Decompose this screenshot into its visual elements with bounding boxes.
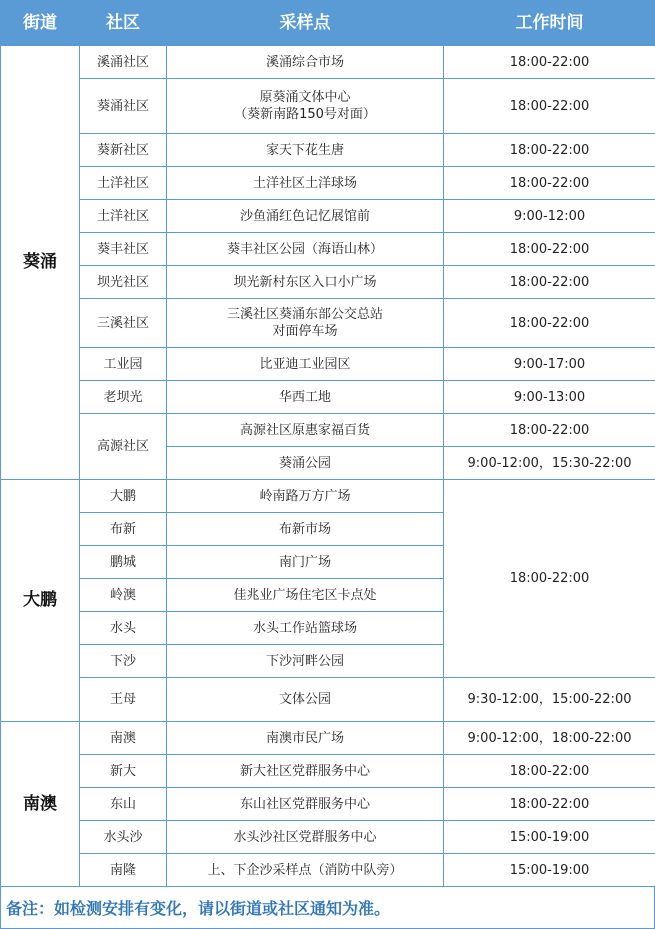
community-cell: 南澳 [80, 722, 167, 755]
header-row [1, 1, 655, 46]
site-cell: 葵涌公园 [167, 447, 444, 480]
hours-cell: 9:30-12:00，15:00-22:00 [444, 678, 655, 722]
site-cell: 下沙河畔公园 [167, 645, 444, 678]
site-line: 三溪社区葵涌东部公交总站 [226, 307, 383, 322]
site-cell: 高源社区原惠家福百货 [167, 414, 444, 447]
community-cell: 工业园 [80, 348, 167, 381]
header-site: 采样点 [167, 1, 444, 46]
community-cell: 土洋社区 [80, 167, 167, 200]
site-cell: 东山社区党群服务中心 [167, 788, 444, 821]
table-row [1, 348, 655, 381]
community-cell: 老坝光 [80, 381, 167, 414]
site-cell: 南澳市民广场 [167, 722, 444, 755]
header-street: 街道 [1, 1, 80, 46]
community-cell: 葵新社区 [80, 134, 167, 167]
community-cell: 葵丰社区 [80, 233, 167, 266]
community-cell: 大鹏 [80, 480, 167, 513]
community-cell: 水头沙 [80, 821, 167, 854]
community-cell: 下沙 [80, 645, 167, 678]
community-cell: 葵涌社区 [80, 79, 167, 134]
table-row [1, 678, 655, 722]
site-line: 对面停车场 [272, 324, 338, 339]
site-cell: 佳兆业广场住宅区卡点处 [167, 579, 444, 612]
hours-cell-shared: 18:00-22:00 [444, 480, 655, 678]
hours-cell: 18:00-22:00 [444, 167, 655, 200]
hours-cell: 18:00-22:00 [444, 788, 655, 821]
community-cell: 南隆 [80, 854, 167, 887]
hours-cell: 15:00-19:00 [444, 821, 655, 854]
hours-cell: 9:00-12:00 [444, 200, 655, 233]
table-row [1, 200, 655, 233]
table-row [1, 381, 655, 414]
footnote: 备注：如检测安排有变化，请以街道或社区通知为准。 [0, 886, 655, 929]
table-row [1, 480, 655, 513]
table-row [1, 79, 655, 134]
community-cell: 王母 [80, 678, 167, 722]
site-cell: 文体公园 [167, 678, 444, 722]
header-community: 社区 [80, 1, 167, 46]
hours-cell: 18:00-22:00 [444, 134, 655, 167]
community-cell: 布新 [80, 513, 167, 546]
table-row [1, 414, 655, 447]
hours-cell: 18:00-22:00 [444, 233, 655, 266]
site-cell: 新大社区党群服务中心 [167, 755, 444, 788]
table-row [1, 299, 655, 348]
site-cell: 坝光新村东区入口小广场 [167, 266, 444, 299]
table-row [1, 266, 655, 299]
table-row [1, 788, 655, 821]
table-row [1, 755, 655, 788]
table-row [1, 134, 655, 167]
community-cell: 东山 [80, 788, 167, 821]
site-cell: 水头沙社区党群服务中心 [167, 821, 444, 854]
site-cell: 岭南路万方广场 [167, 480, 444, 513]
table-row [1, 46, 655, 79]
site-line: 原葵涌文体中心 [259, 90, 351, 105]
header-hours: 工作时间 [444, 1, 655, 46]
site-cell: 葵丰社区公园（海语山林） [167, 233, 444, 266]
site-cell: 上、下企沙采样点（消防中队旁） [167, 854, 444, 887]
hours-cell: 9:00-17:00 [444, 348, 655, 381]
community-cell: 鹏城 [80, 546, 167, 579]
site-cell [167, 299, 444, 348]
community-cell: 水头 [80, 612, 167, 645]
hours-cell: 15:00-19:00 [444, 854, 655, 887]
hours-cell: 18:00-22:00 [444, 414, 655, 447]
community-cell: 三溪社区 [80, 299, 167, 348]
site-cell: 比亚迪工业园区 [167, 348, 444, 381]
site-cell: 溪涌综合市场 [167, 46, 444, 79]
site-cell [167, 79, 444, 134]
site-cell: 布新市场 [167, 513, 444, 546]
street-cell-nanao: 南澳 [1, 722, 80, 887]
table-row [1, 722, 655, 755]
street-cell-kuiyong: 葵涌 [1, 46, 80, 480]
table-row [1, 233, 655, 266]
street-cell-dapeng: 大鹏 [1, 480, 80, 722]
community-cell: 岭澳 [80, 579, 167, 612]
site-cell: 水头工作站篮球场 [167, 612, 444, 645]
hours-cell: 18:00-22:00 [444, 266, 655, 299]
site-line: （葵新南路150号对面） [234, 107, 376, 122]
hours-cell: 9:00-12:00，18:00-22:00 [444, 722, 655, 755]
hours-cell: 18:00-22:00 [444, 46, 655, 79]
hours-cell: 9:00-13:00 [444, 381, 655, 414]
community-cell: 坝光社区 [80, 266, 167, 299]
community-cell: 高源社区 [80, 414, 167, 480]
table-row [1, 854, 655, 887]
site-cell: 家天下花生唐 [167, 134, 444, 167]
hours-cell: 18:00-22:00 [444, 79, 655, 134]
site-cell: 土洋社区土洋球场 [167, 167, 444, 200]
site-cell: 南门广场 [167, 546, 444, 579]
table-row [1, 167, 655, 200]
community-cell: 溪涌社区 [80, 46, 167, 79]
hours-cell: 18:00-22:00 [444, 755, 655, 788]
community-cell: 土洋社区 [80, 200, 167, 233]
table-row [1, 821, 655, 854]
site-cell: 华西工地 [167, 381, 444, 414]
hours-cell: 9:00-12:00，15:30-22:00 [444, 447, 655, 480]
community-cell: 新大 [80, 755, 167, 788]
hours-cell: 18:00-22:00 [444, 299, 655, 348]
site-cell: 沙鱼涌红色记忆展馆前 [167, 200, 444, 233]
